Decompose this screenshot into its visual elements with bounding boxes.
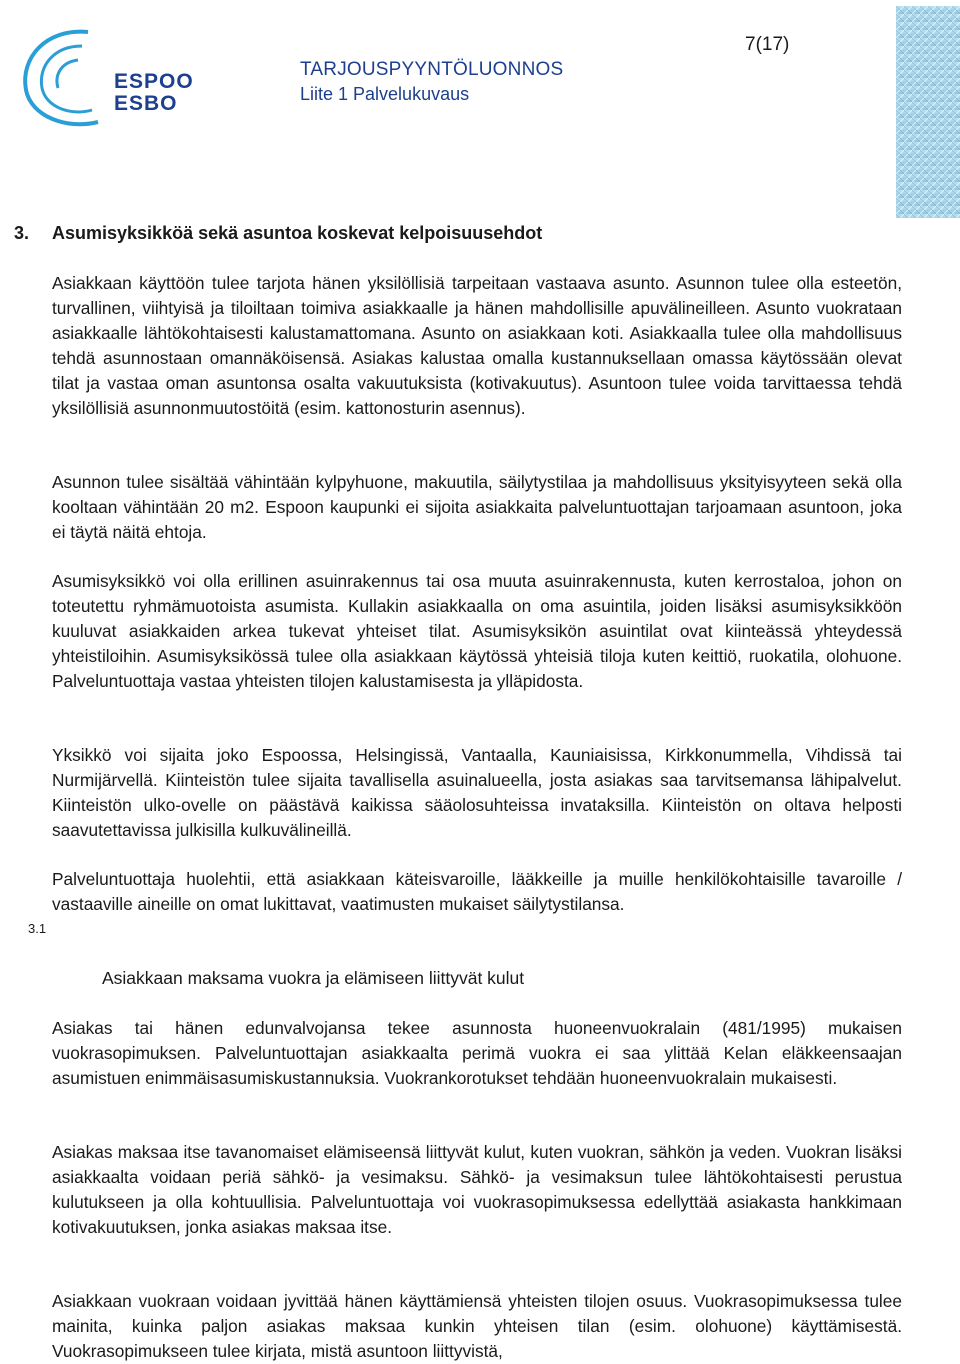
section-heading xyxy=(14,222,542,244)
document-subtitle: Liite 1 Palvelukuvaus xyxy=(300,84,470,104)
paragraph-1: Asiakkaan käyttöön tulee tarjota hänen yksilöllisiä tarpeitaan vastaava asunto. Asunnon tulee olla esteetön, turvallinen, viihtyisä ja tiloiltaan toimiva asiakkaalle ja hänen mahdollisille apuvälineilleen. Asunto vuokrataan asiakkaalle lähtökohtaisesti kalustamattomana. Asunto on asiakkaan koti. Asiakkaalla tulee olla mahdollisuus tehdä asunnostaan omannäköisensä. Asiakas kalustaa omalla kustannuksellaan omassa käytössään olevat tilat ja vastaa oman asuntonsa osalta vakuutuksista (kotivakuutus). Asuntoon tulee voida tarvittaessa tehdä yksilöllisiä asunnonmuutostöitä (esim. kattonosturin asennus). xyxy=(52,273,902,418)
document-title: TARJOUSPYYNTÖLUONNOS xyxy=(300,59,564,80)
paragraph-2: Asunnon tulee sisältää vähintään kylpyhuone, makuutila, säilytystilaa ja mahdollisuus yksityisyyteen sekä olla kooltaan vähintään 20 m2. Espoon kaupunki ei sijoita asiakkaita palveluntuottajan tarjoamaan asuntoon, joka ei täytä näitä ehtoja. xyxy=(52,472,902,542)
paragraph-3: Asumisyksikkö voi olla erillinen asuinrakennus tai osa muuta asuinrakennusta, kuten kerrostaloa, johon on toteutettu ryhmämuotoista asumista. Kullakin asiakkaalla on oma asuintila, joiden lisäksi asumisyksikköön kuuluvat asiakkaiden arkea tukevat yhteiset tilat. Asumisyksikön asuintilat ovat kiinteässä yhteydessä yhteistiloihin. Asumisyksikössä tulee olla asiakkaan käytössä yhteisiä tiloja kuten keittiö, ruokatila, olohuone. Palveluntuottaja vastaa yhteisten tilojen kalustamisesta ja ylläpidosta. xyxy=(52,571,902,691)
sub-paragraph-2: Asiakas maksaa itse tavanomaiset elämiseensä liittyvät kulut, kuten vuokran, sähkön ja veden. Vuokran lisäksi asiakkaalta voidaan periä sähkö- ja vesimaksu. Sähkö- ja vesimaksun tulee lähtökohtaisesti perustua kulutukseen ja olla kohtuullisia. Palveluntuottaja voi vuokrasopimuksessa edellyttää asiakasta hankkimaan kotivakuutuksen, jonka asiakas maksaa itse. xyxy=(52,1142,902,1237)
paragraph-5: Palveluntuottaja huolehtii, että asiakkaan käteisvaroille, lääkkeille ja muille henkilökohtaisille tavaroille / vastaaville aineille on omat lukittavat, vaatimusten mukaiset säilytystilansa. xyxy=(52,869,902,914)
paragraph-4: Yksikkö voi sijaita joko Espoossa, Helsingissä, Vantaalla, Kauniaisissa, Kirkkonummella, Vihdissä tai Nurmijärvellä. Kiinteistön tulee sijaita tavallisella asuinalueella, josta asiakas saa tarvitsemansa lähipalvelut. Kiinteistön ulko-ovelle on päästävä kaikissa sääolosuhteissa invataksilla. Kiinteistön on oltava helposti saavutettavissa julkisilla kulkuvälineillä. xyxy=(52,745,902,840)
section-title: Asumisyksikköä sekä asuntoa koskevat kelpoisuusehdot xyxy=(52,223,543,243)
sub-paragraph-3: Asiakkaan vuokraan voidaan jyvittää hänen käyttämiensä yhteisten tilojen osuus. Vuokrasopimuksessa tulee mainita, kuinka paljon asiakas maksaa kunkin yhteisen tilan (esim. olohuone) käyttämisestä. Vuokrasopimukseen tulee kirjata, mistä asuntoon liittyvistä, xyxy=(52,1291,902,1361)
decorative-corner-pattern xyxy=(896,6,960,218)
sub-paragraph-1: Asiakas tai hänen edunvalvojansa tekee asunnosta huoneenvuokralain (481/1995) mukaisen vuokrasopimuksen. Palveluntuottajan asiakkaalta perimä vuokra ei saa ylittää Kelan eläkkeensaajan asumistuen enimmäisasumiskustannuksia. Vuokrankorotukset tehdään huoneenvuokralain mukaisesti. xyxy=(52,1018,902,1088)
logo-text-esbo: ESBO xyxy=(114,92,178,115)
subsection-number: 3.1 xyxy=(28,921,47,936)
espoo-logo xyxy=(18,24,208,134)
page-number: 7(17) xyxy=(745,34,790,55)
subsection-title: Asiakkaan maksama vuokra ja elämiseen liittyvät kulut xyxy=(102,968,525,988)
logo-text-espoo: ESPOO xyxy=(114,70,194,93)
section-number: 3. xyxy=(14,223,30,243)
